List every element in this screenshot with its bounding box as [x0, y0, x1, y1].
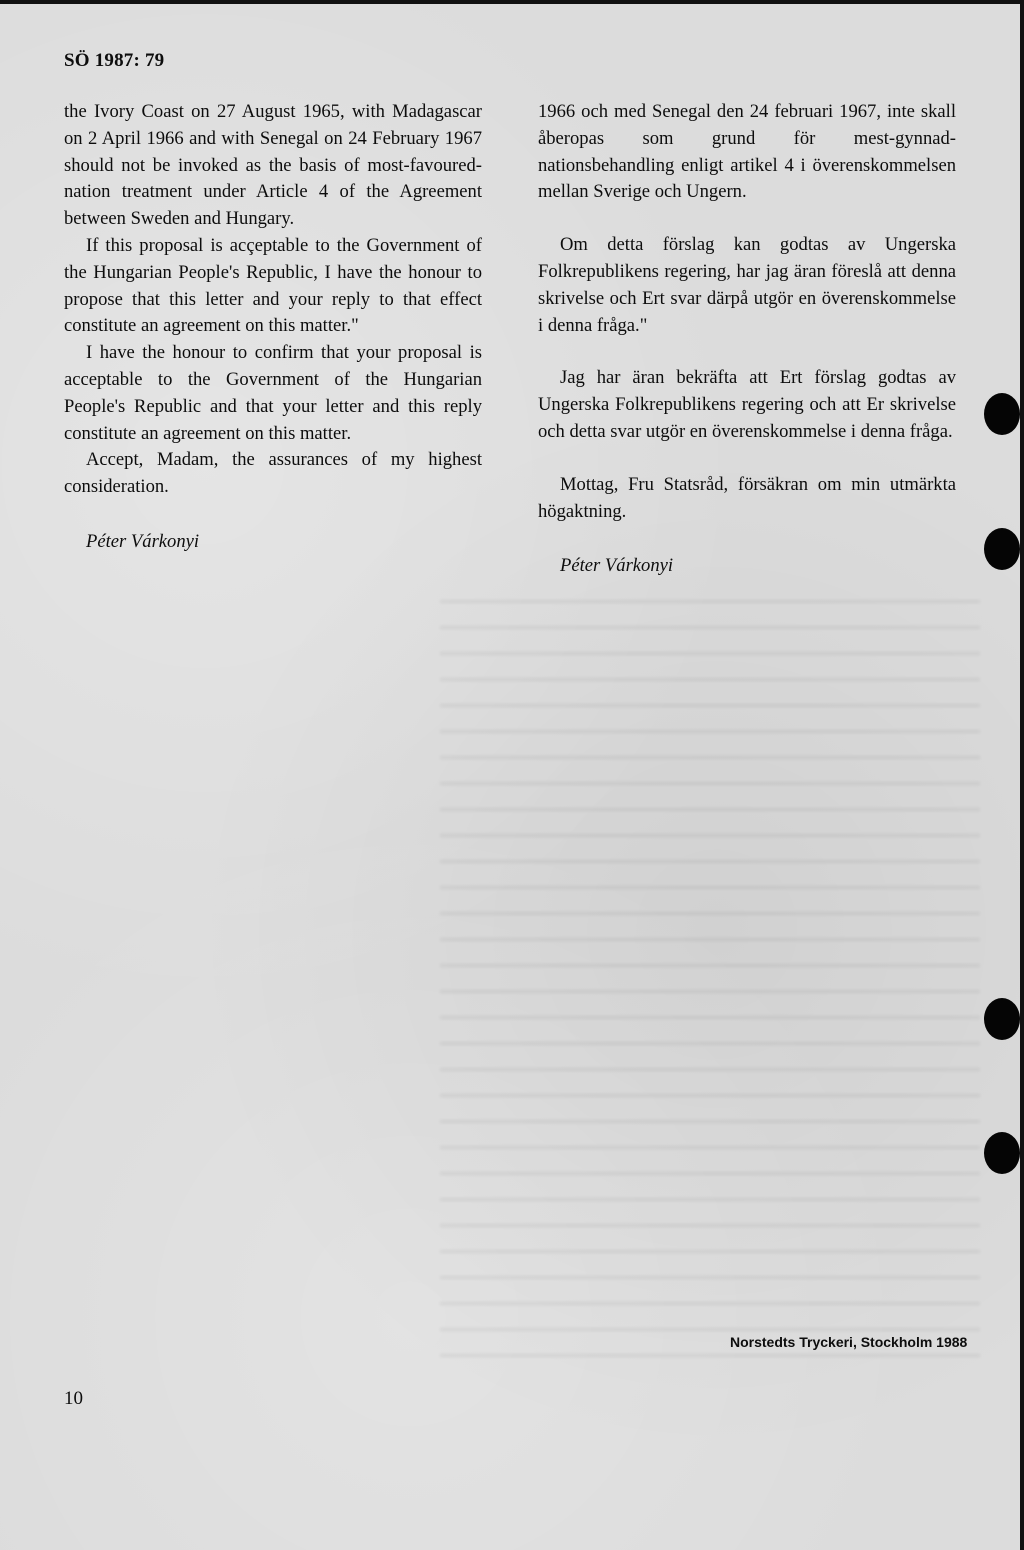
- english-paragraph-2: If this proposal is acçeptable to the Government of the Hungarian People's Republic, I have the honour to propose that this letter and your reply to that effect constitute an agreement on this matter.": [64, 234, 482, 337]
- english-paragraph-3: I have the honour to confirm that your proposal is acceptable to the Government of the Hungarian People's Republic and that your letter and this reply constitute an agreement on this matter.: [64, 342, 482, 444]
- punch-hole: [984, 528, 1020, 570]
- page-number: 10: [64, 1388, 83, 1409]
- show-through-text: [440, 600, 980, 1360]
- swedish-paragraph-3: Jag har äran bekräfta att Ert förslag godtas av Ungerska Folkrepublikens regering och att Er skrivelse och detta svar utgör en överenskommelse i denna fråga.: [538, 367, 956, 442]
- page-border-top: [0, 0, 1024, 4]
- english-column: [64, 99, 482, 556]
- english-paragraph-1: the Ivory Coast on 27 August 1965, with Madagascar on 2 April 1966 and with Senegal on 24 February 1967 should not be invoked as the basis of most-favoured-nation treatment under Article 4 of the Agreement between Sweden and Hungary.: [64, 101, 482, 230]
- punch-hole: [984, 393, 1020, 435]
- english-signature: Péter Várkonyi: [86, 530, 200, 552]
- swedish-paragraph-4: Mottag, Fru Statsråd, försäkran om min utmärkta högaktning.: [538, 473, 956, 522]
- english-paragraph-4: Accept, Madam, the assurances of my highest consideration.: [64, 449, 482, 498]
- punch-hole: [984, 1132, 1020, 1174]
- swedish-column: [538, 99, 956, 580]
- swedish-paragraph-2: Om detta förslag kan godtas av Ungerska Folkrepublikens regering, har jag äran föreslå att denna skrivelse och Ert svar därpå utgör en överenskommelse i denna fråga.": [538, 234, 956, 336]
- swedish-paragraph-1: 1966 och med Senegal den 24 februari 1967, inte skall åberopas som grund för mest-gynnad-nationsbehandling enligt artikel 4 i överenskommelsen mellan Sverige och Ungern.: [538, 101, 956, 203]
- swedish-signature: Péter Várkonyi: [560, 555, 674, 577]
- printer-imprint: Norstedts Tryckeri, Stockholm 1988: [730, 1334, 968, 1350]
- punch-hole: [984, 998, 1020, 1040]
- page-border-right: [1020, 0, 1024, 1550]
- document-reference: SÖ 1987: 79: [64, 50, 165, 71]
